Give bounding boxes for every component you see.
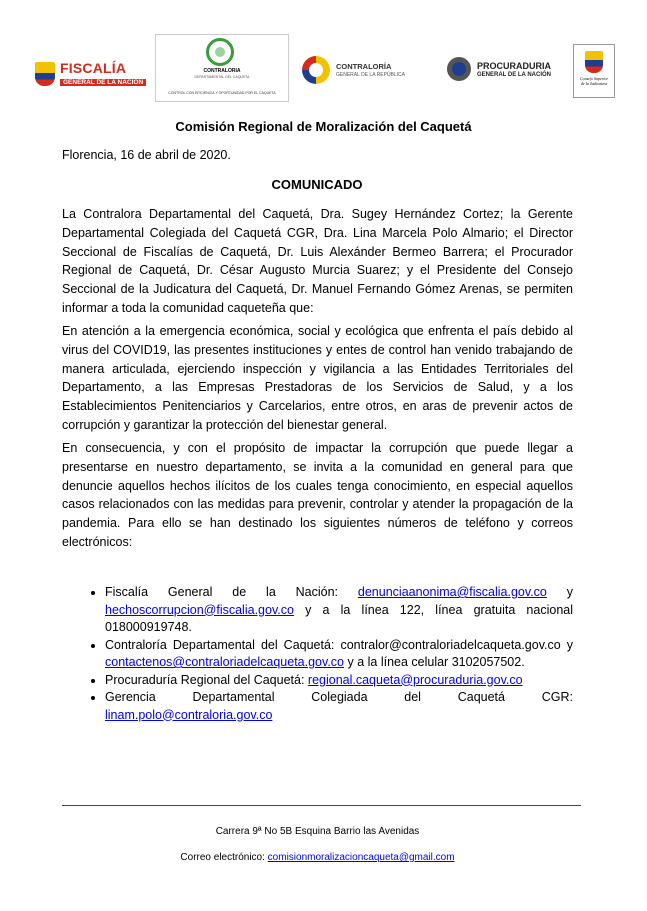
consejo-superior-logo: Consejo Superior de la Judicatura	[573, 44, 615, 98]
colombia-shield-icon	[35, 62, 55, 86]
procuraduria-seal-icon	[447, 57, 471, 81]
contraloria-general-logo: CONTRALORÍA GENERAL DE LA REPÚBLICA	[302, 56, 402, 88]
contraloria-caqueta-logo: CONTRALORIA DEPARTAMENTAL DEL CAQUETA CONTROL CON EFICIENCIA Y OPORTUNIDAD POR EL CAQUETA	[155, 34, 289, 102]
cgr-email-link[interactable]: linam.polo@contraloria.gov.co	[105, 707, 273, 722]
contact-item-contraloria: • Contraloría Departamental del Caquetá: contralor@contraloriadelcaqueta.gov.co y contactenos@contraloriadelcaqueta.gov.co y a la línea celular 3102057502.	[105, 637, 573, 672]
fiscalia-logo: FISCALÍA GENERAL DE LA NACIÓN	[35, 62, 140, 90]
cgr-circle-icon	[302, 56, 330, 84]
contact-list	[62, 584, 573, 724]
document-date: Florencia, 16 de abril de 2020.	[62, 148, 231, 162]
procuraduria-email-link[interactable]: regional.caqueta@procuraduria.gov.co	[307, 672, 523, 687]
document-title: Comisión Regional de Moralización del Caquetá	[175, 119, 472, 134]
contact-item-fiscalia: • Fiscalía General de la Nación: denunciaanonima@fiscalia.gov.co y hechoscorrupcion@fiscalia.gov.co y a la línea 122, línea gratuita nacional 018000919748.	[105, 584, 573, 637]
contraloria-emblem-icon	[206, 38, 234, 66]
footer-email: Correo electrónico: comisionmoralizacioncaqueta@gmail.com	[180, 852, 455, 863]
fiscalia-email-link-1[interactable]: denunciaanonima@fiscalia.gov.co	[357, 585, 547, 599]
paragraph-context: En atención a la emergencia económica, social y ecológica que enfrenta el país debido al virus del COVID19, las presentes instituciones y entes de control han venido trabajando de manera articulada, ejerciendo inspección y vigilancia a las Entidades Territoriales del Departamento, a las Empresas Prestadoras de los Servicios de Salud, y a los Establecimientos Penitenciarios y Carcelarios, entre otros, en aras de prevenir actos de corrupción y garantizar la protección del bienestar general.	[62, 324, 573, 432]
contraloria-email-link[interactable]: contactenos@contraloriadelcaqueta.gov.co	[105, 655, 344, 669]
footer-divider	[62, 805, 581, 806]
contact-item-procuraduria: • Procuraduría Regional del Caquetá: regional.caqueta@procuraduria.gov.co	[105, 672, 573, 690]
footer-address: Carrera 9ª No 5B Esquina Barrio las Avenidas	[215, 826, 420, 837]
coat-of-arms-icon	[585, 51, 603, 73]
fiscalia-email-link-2[interactable]: hechoscorrupcion@fiscalia.gov.co	[105, 602, 294, 617]
contact-item-cgr: • Gerencia Departamental Colegiada del Caquetá CGR: linam.polo@contraloria.gov.co	[105, 689, 573, 724]
procuraduria-logo: PROCURADURIA GENERAL DE LA NACIÓN	[447, 57, 557, 87]
footer-email-link[interactable]: comisionmoralizacioncaqueta@gmail.com	[267, 852, 455, 863]
paragraph-intro: La Contralora Departamental del Caquetá, Dra. Sugey Hernández Cortez; la Gerente Departamental Colegiada del Caquetá CGR, Dra. Lina Marcela Polo Almario; el Director Seccional de Fiscalías de Caquetá, Dr. Luis Alexánder Bermeo Barrera; el Procurador Regional de Caquetá, Dr. César Augusto Murcia Suarez; y el Presidente del Consejo Seccional de la Judicatura del Caquetá, Dr. Manuel Fernando Gómez Arenas, se permiten informar a toda la comunidad caqueteña que:	[62, 207, 573, 315]
logo-header	[0, 0, 647, 108]
paragraph-invitation: En consecuencia, y con el propósito de impactar la corrupción que puede llegar a presentarse en nuestro departamento, se invita a la comunidad en general para que denuncie aquellos hechos ilícitos de los cuales tenga conocimiento, en especial aquellos casos relacionados con las medidas para prevenir, controlar y atender la propagación de la pandemia. Para ello se han destinado los siguientes números de teléfono y correos electrónicos:	[62, 441, 573, 549]
document-heading: COMUNICADO	[271, 177, 363, 192]
